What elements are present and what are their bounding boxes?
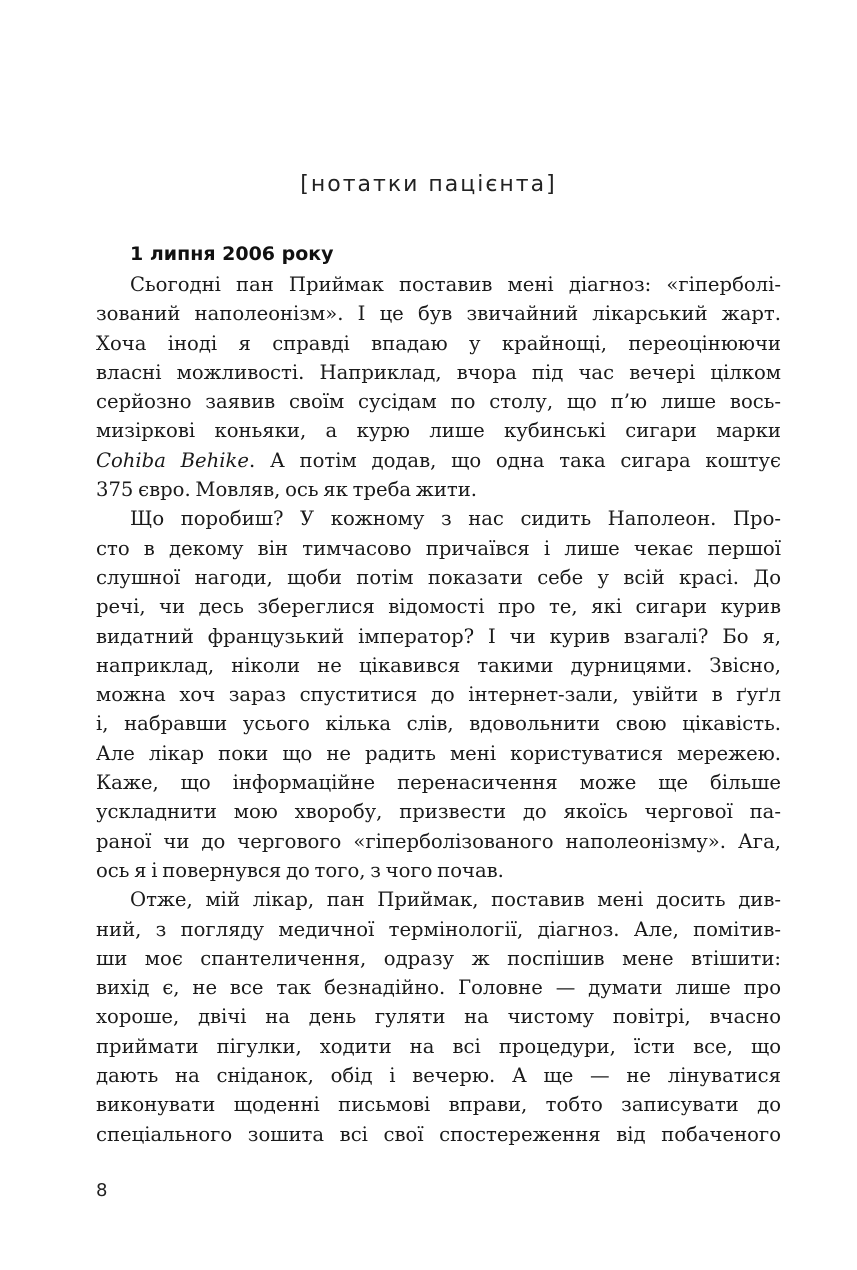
text-line: наприклад, ніколи не цікавився такими дурницями. Звісно, [96,653,781,677]
text-line: зований наполеонізм». І це був звичайний лікарський жарт. [96,302,781,326]
text-line: можна хоч зараз спуститися до інтернет-зали, увійти в ґуґл [96,683,781,707]
text-line [96,446,781,475]
text-line: дають на сніданок, обід і вечерю. А ще — не лінуватися [96,1064,781,1088]
text-line: слушної нагоди, щоби потім показати себе у всій красі. До [96,565,781,589]
text-line-rest: . А потім додав, що одна така сигара коштує [249,448,781,472]
text-line: ось я і повернувся до того, з чого почав. [96,858,504,882]
text-line: серйозно заявив своїм сусідам по столу, що п’ю лише вось- [96,390,781,414]
cigar-brand: Cohiba Behike [96,448,249,472]
text-line: виконувати щоденні письмові вправи, тобто записувати до [96,1093,781,1117]
text-line: Що поробиш? У кожному з нас сидить Наполеон. Про- [130,507,781,531]
text-line: спеціального зошита всі свої спостереження від побаченого [96,1122,781,1146]
text-line: ускладнити мою хворобу, призвести до якоїсь чергової па- [96,800,781,824]
text-line: видатний французький імператор? І чи курив взагалі? Бо я, [96,624,781,648]
text-line: хороше, двічі на день гуляти на чистому повітрі, вчасно [96,1005,781,1029]
text-line: сто в декому він тимчасово причаївся і лише чекає першої [96,536,781,560]
text-line: мизіркові коньяки, а курю лише кубинські сигари марки [96,419,781,443]
text-line: раної чи до чергового «гіперболізованого наполеонізму». Ага, [96,829,781,853]
body-text [96,270,781,1149]
text-line: Сьогодні пан Приймак поставив мені діагноз: «гіперболі- [130,273,781,296]
text-line: речі, чи десь збереглися відомості про те, які сигари курив [96,595,781,619]
text-line: приймати пігулки, ходити на всі процедури, їсти все, що [96,1034,781,1058]
text-line: Отже, мій лікар, пан Приймак, поставив мені досить див- [130,888,781,912]
text-line: Каже, що інформаційне перенасичення може ще більше [96,771,781,795]
text-line: власні можливості. Наприклад, вчора під час вечері цілком [96,360,781,384]
text-line: Але лікар поки що не радить мені користуватися мережею. [96,741,781,765]
text-line: і, набравши усього кілька слів, вдовольнити свою цікавість. [96,712,781,736]
page-header: [нотатки пацієнта] [300,172,557,197]
text-line: ши моє спантеличення, одразу ж поспішив мене втішити: [96,946,781,970]
text-line: Хоча іноді я справді впадаю у крайнощі, переоцінюючи [96,331,781,355]
page-number: 8 [96,1180,108,1201]
text-line: ний, з погляду медичної термінології, діагноз. Але, помітив- [96,917,781,941]
text-line: 375 євро. Мовляв, ось як треба жити. [96,478,478,502]
entry-date: 1 липня 2006 року [130,243,334,265]
text-line: вихід є, не все так безнадійно. Головне — думати лише про [96,976,781,1000]
